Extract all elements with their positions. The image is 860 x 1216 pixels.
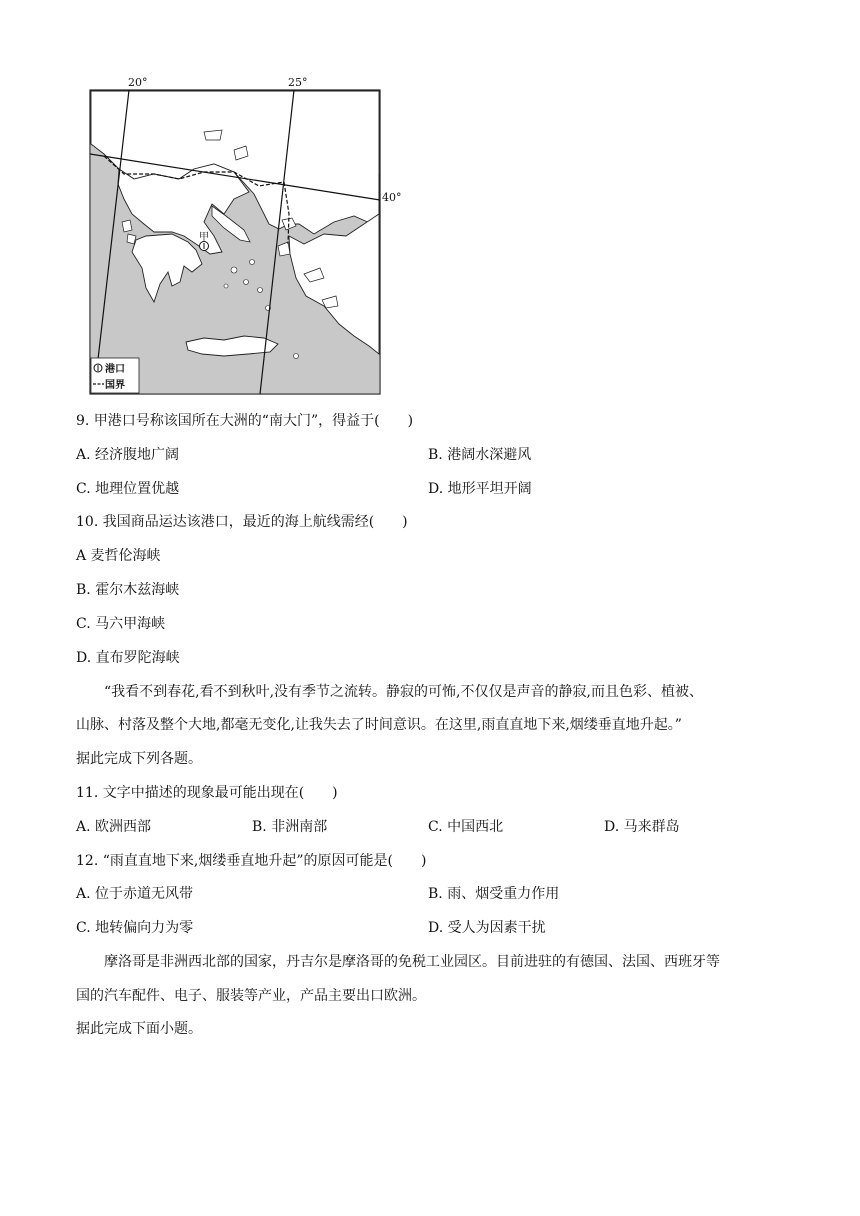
lon-label-20: 20°: [128, 76, 148, 89]
q12-option-c: C. 地转偏向力为零: [76, 920, 194, 936]
q9-option-c: C. 地理位置优越: [76, 481, 180, 497]
q12-option-d: D. 受人为因素干扰: [428, 920, 546, 936]
q11-option-d: D. 马来群岛: [604, 819, 680, 835]
passage-1-line-2: 山脉、村落及整个大地,都毫无变化,让我失去了时间意识。在这里,雨直直地下来,烟缕垂直地升起。”: [76, 717, 682, 733]
q11-option-b: B. 非洲南部: [252, 819, 328, 835]
q10-option-b: B. 霍尔木兹海峡: [76, 582, 180, 598]
lat-label-40: 40°: [382, 191, 402, 204]
q9-option-b: B. 港阔水深避风: [428, 447, 532, 463]
port-jia-marker: [199, 231, 209, 251]
question-11-stem: 11. 文字中描述的现象最可能出现在( ): [76, 785, 338, 801]
q10-option-a: A 麦哲伦海峡: [76, 548, 161, 564]
q10-option-c: C. 马六甲海峡: [76, 616, 166, 632]
passage-1-prompt: 据此完成下列各题。: [76, 751, 202, 767]
q12-option-a: A. 位于赤道无风带: [76, 886, 194, 902]
question-10-stem: 10. 我国商品运达该港口，最近的海上航线需经( ): [76, 514, 408, 530]
greece-map: [84, 74, 402, 396]
legend-port-label: 港口: [105, 364, 125, 375]
q10-option-d: D. 直布罗陀海峡: [76, 650, 180, 666]
q12-option-b: B. 雨、烟受重力作用: [428, 886, 560, 902]
question-12-stem: 12. “雨直直地下来,烟缕垂直地升起”的原因可能是( ): [76, 853, 427, 869]
passage-2-line-2: 国的汽车配件、电子、服装等产业，产品主要出口欧洲。: [76, 988, 426, 1004]
port-label: 甲: [199, 232, 209, 243]
passage-1-line-1: “我看不到春花,看不到秋叶,没有季节之流转。静寂的可怖,不仅仅是声音的静寂,而且色彩、植被、: [104, 684, 703, 700]
question-9-stem: 9. 甲港口号称该国所在大洲的“南大门”，得益于( ): [76, 413, 414, 429]
legend-border-label: 国界: [105, 380, 125, 391]
q11-option-c: C. 中国西北: [428, 819, 504, 835]
passage-2-line-1: 摩洛哥是非洲西北部的国家，丹吉尔是摩洛哥的免税工业园区。目前进驻的有德国、法国、西班牙等: [104, 954, 720, 970]
q9-option-d: D. 地形平坦开阔: [428, 481, 532, 497]
map-legend: [91, 358, 139, 393]
q11-option-a: A. 欧洲西部: [76, 819, 152, 835]
lon-label-25: 25°: [288, 76, 308, 89]
q9-option-a: A. 经济腹地广阔: [76, 447, 180, 463]
passage-2-prompt: 据此完成下面小题。: [76, 1021, 202, 1037]
